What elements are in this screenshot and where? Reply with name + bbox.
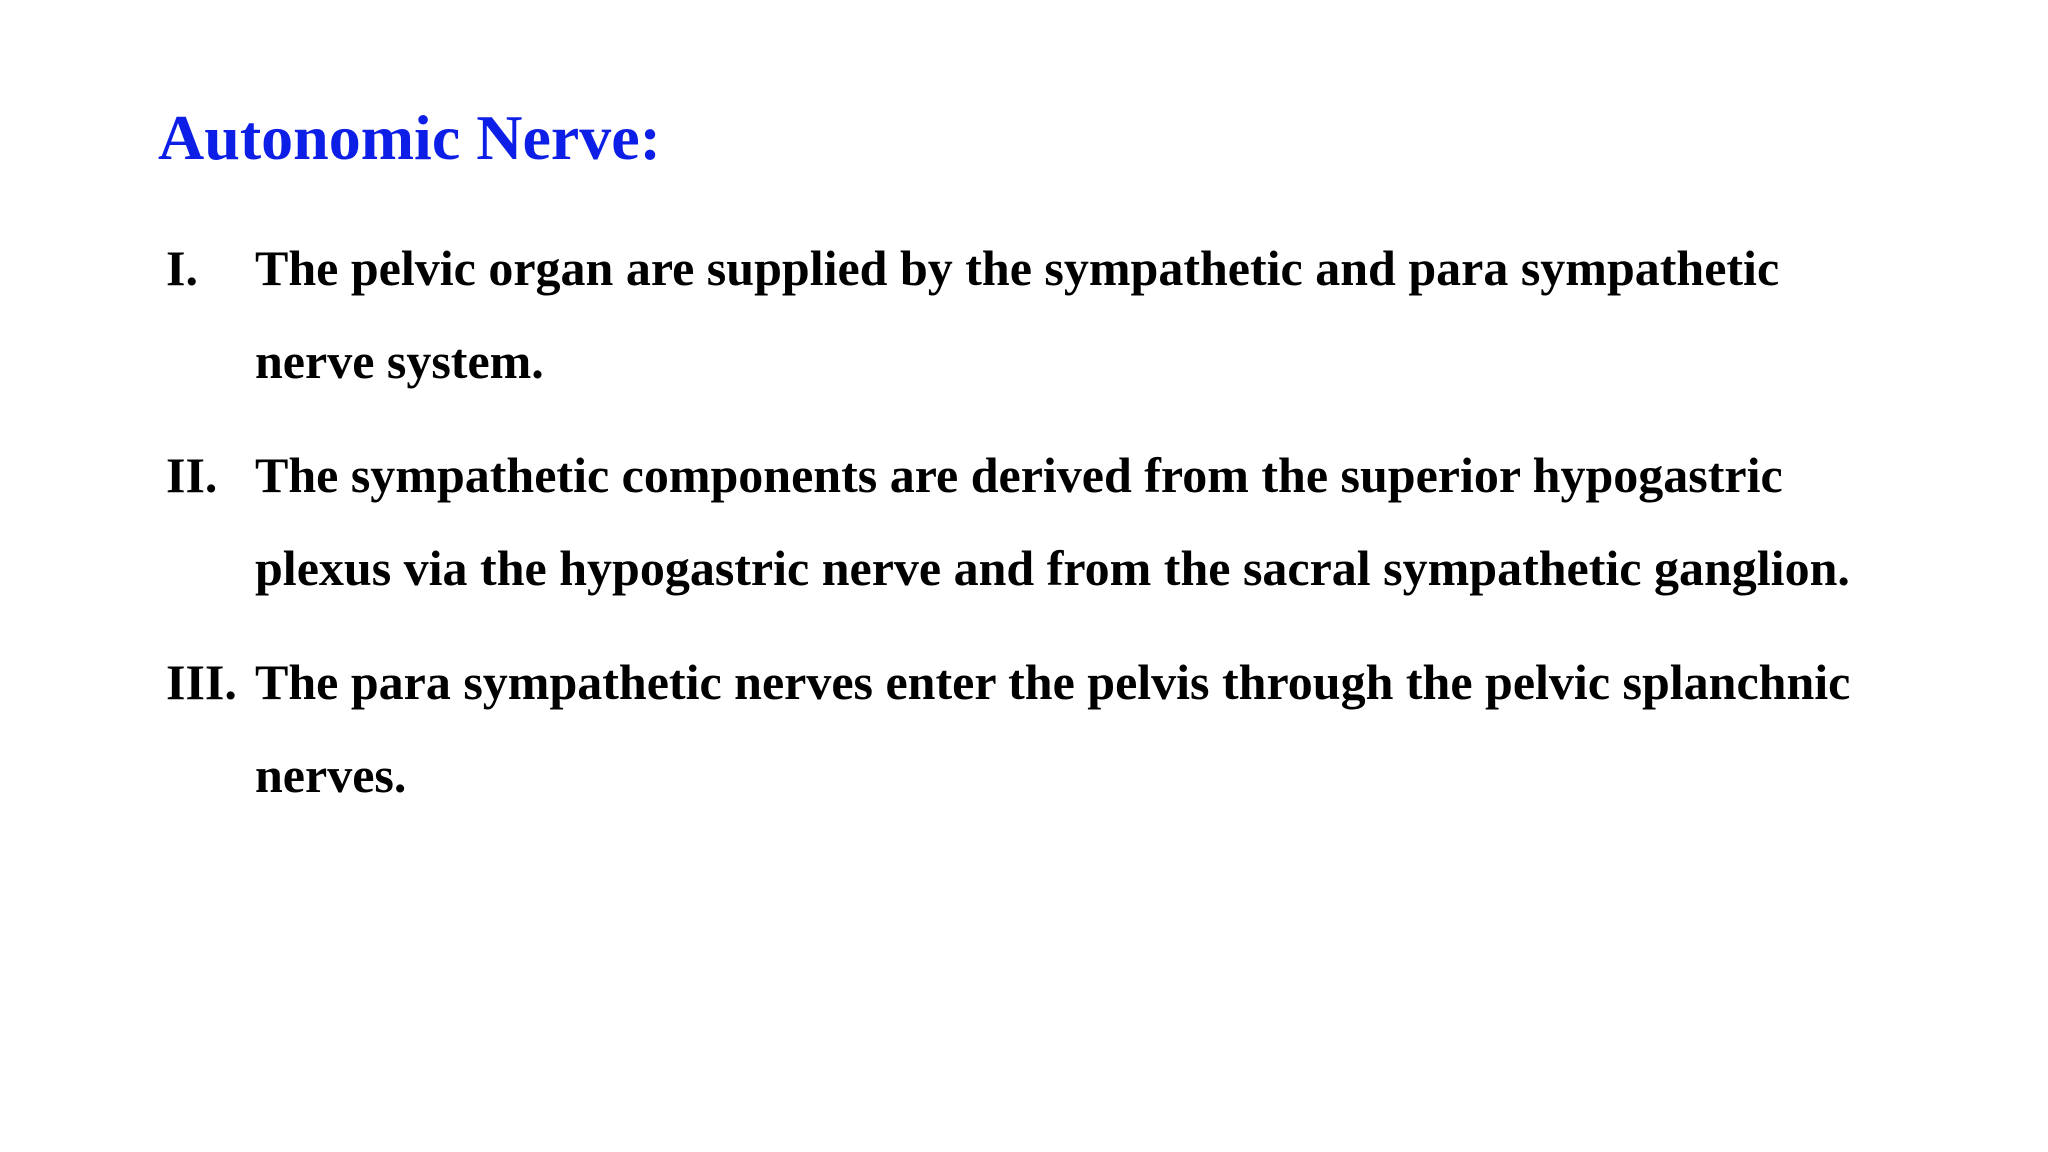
list-item-text (255, 636, 1975, 822)
list-item-line: nerves. (255, 747, 407, 803)
list-item-numeral: III. (166, 654, 237, 710)
list-item-line: The sympathetic components are derived from the superior hypogastric (255, 447, 1783, 503)
list-item-text (255, 222, 1975, 408)
list-item-line: The para sympathetic nerves enter the pelvis through the pelvic splanchnic (255, 654, 1851, 710)
list-item-line: nerve system. (255, 333, 544, 389)
list-item-numeral: II. (166, 447, 218, 503)
roman-numeral-list (166, 222, 2026, 843)
list-item (166, 222, 2026, 408)
list-item (166, 636, 2026, 822)
list-item (166, 429, 2026, 615)
list-item-numeral: I. (166, 240, 198, 296)
list-item-line: The pelvic organ are supplied by the sympathetic and para sympathetic (255, 240, 1780, 296)
list-item-text (255, 429, 1975, 615)
list-item-line: plexus via the hypogastric nerve and from the sacral sympathetic ganglion. (255, 540, 1850, 596)
slide-title: Autonomic Nerve: (158, 102, 661, 173)
